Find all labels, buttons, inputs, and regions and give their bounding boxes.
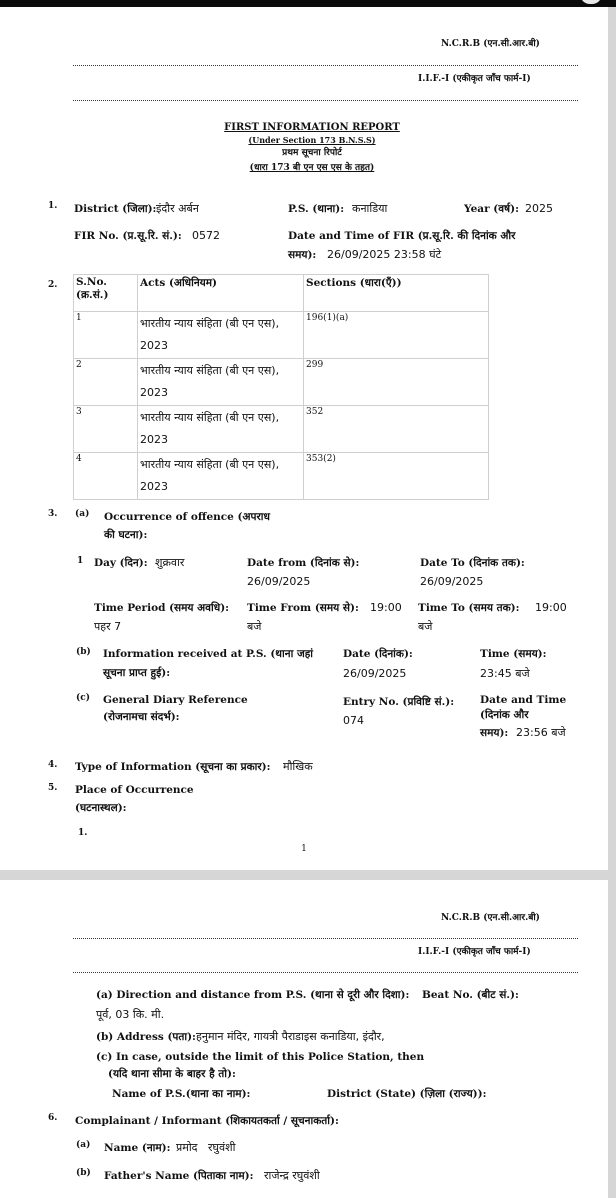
sno-cell: 3 — [74, 406, 138, 453]
table-row — [74, 453, 489, 500]
date-to-label: Date To (दिनांक तक): — [420, 557, 525, 569]
info-date-value: 26/09/2025 — [343, 667, 407, 680]
police-station-label: P.S. (थाना): — [288, 203, 345, 215]
day-label: Day (दिन): — [94, 557, 148, 569]
document-page-2 — [0, 880, 608, 1198]
time-to-label: Time To (समय तक): — [418, 602, 520, 614]
year-label: Year (वर्ष): — [464, 203, 519, 215]
fir-datetime-label: Date and Time of FIR (प्र.सू.रि. की दिनांक और — [288, 230, 516, 242]
date-from-value: 26/09/2025 — [247, 575, 311, 588]
header-divider — [73, 100, 578, 101]
occurrence-label: Occurrence of offence (अपराध — [104, 511, 270, 523]
gd-datetime-label: Date and Time — [480, 694, 567, 706]
section-cell: 352 — [304, 406, 489, 453]
district-value: इंदौर अर्बन — [156, 202, 199, 215]
header-divider — [73, 972, 578, 973]
date-to-value: 26/09/2025 — [420, 575, 484, 588]
info-received-label-cont: सूचना प्राप्त हुई): — [103, 667, 171, 679]
section-5-number: 5. — [48, 783, 58, 793]
ps-name-label: Name of P.S.(थाना का नाम): — [112, 1088, 251, 1100]
report-under-section: (Under Section 173 B.N.S.S) — [248, 135, 376, 145]
acts-table — [73, 274, 489, 500]
address-value: हनुमान मंदिर, गायत्री पैराडाइस कनाडिया, इंदौर, — [196, 1030, 385, 1043]
fir-datetime-label-cont: समय): — [288, 249, 317, 261]
info-type-value: मौखिक — [283, 760, 313, 773]
info-time-value: 23:45 बजे — [480, 667, 530, 680]
time-period-label: Time Period (समय अवधि): — [94, 602, 230, 614]
address-label: (b) Address (पता): — [96, 1031, 196, 1043]
sno-header-text: S.No. — [76, 276, 107, 288]
table-row — [74, 406, 489, 453]
report-title-hindi: प्रथम सूचना रिपोर्ट — [282, 148, 342, 158]
subsection-a-marker: (a) — [76, 1140, 91, 1150]
subsection-b-marker: (b) — [76, 1168, 91, 1178]
section-2-number: 2. — [48, 280, 58, 290]
time-from-value: 19:00 — [370, 601, 402, 614]
header-divider — [73, 65, 578, 66]
sno-header-hindi: (क्र.सं.) — [76, 289, 109, 301]
general-diary-label: General Diary Reference — [103, 694, 248, 706]
outside-limit-label: (c) In case, outside the limit of this Police Station, then — [96, 1051, 425, 1063]
place-subitem-number: 1. — [78, 828, 88, 838]
time-period-value: पहर 7 — [94, 620, 122, 633]
info-type-label: Type of Information (सूचना का प्रकार): — [75, 761, 271, 773]
sno-cell: 1 — [74, 312, 138, 359]
time-to-value: 19:00 — [535, 601, 567, 614]
section-1-number: 1. — [48, 201, 58, 211]
section-cell: 299 — [304, 359, 489, 406]
year-value: 2025 — [525, 202, 553, 215]
form-header: I.I.F.-I (एकीकृत जाँच फार्म-I) — [418, 74, 531, 84]
date-from-label: Date from (दिनांक से): — [247, 557, 360, 569]
subsection-a-marker: (a) — [75, 509, 90, 519]
time-from-label: Time From (समय से): — [247, 602, 359, 614]
section-4-number: 4. — [48, 760, 58, 770]
entry-number-label: Entry No. (प्रविष्टि सं.): — [343, 696, 455, 708]
section-cell: 196(1)(a) — [304, 312, 489, 359]
acts-table-header — [74, 275, 489, 312]
status-bar — [0, 0, 616, 7]
father-name-value: राजेन्द्र रघुवंशी — [264, 1169, 320, 1182]
act-cell: भारतीय न्याय संहिता (बी एन एस), 2023 — [138, 359, 304, 406]
act-cell: भारतीय न्याय संहिता (बी एन एस), 2023 — [138, 406, 304, 453]
document-page-1 — [0, 7, 608, 870]
occurrence-label-cont: की घटना): — [104, 529, 148, 541]
table-row — [74, 312, 489, 359]
ncrb-header: N.C.R.B (एन.सी.आर.बी) — [441, 39, 540, 49]
police-station-value: कनाडिया — [352, 202, 388, 215]
acts-header: Acts (अधिनियम) — [138, 275, 304, 312]
day-value: शुक्रवार — [155, 556, 185, 569]
sno-cell: 2 — [74, 359, 138, 406]
section-3-number: 3. — [48, 509, 58, 519]
fir-datetime-value: 26/09/2025 23:58 घंटे — [327, 248, 442, 261]
sno-cell: 4 — [74, 453, 138, 500]
act-cell: भारतीय न्याय संहिता (बी एन एस), 2023 — [138, 312, 304, 359]
district-label: District (जिला): — [74, 203, 157, 215]
page-number: 1 — [301, 844, 307, 854]
section-6-number: 6. — [48, 1113, 58, 1123]
complainant-name-label: Name (नाम): — [104, 1142, 171, 1154]
ncrb-header: N.C.R.B (एन.सी.आर.बी) — [441, 913, 540, 923]
status-bar-handle — [580, 0, 602, 4]
report-under-section-hindi: (धारा 173 बी एन एस एस के तहत) — [249, 163, 375, 173]
entry-number-value: 074 — [343, 714, 364, 727]
subsection-b-marker: (b) — [76, 647, 91, 657]
header-divider — [73, 938, 578, 939]
district-state-label: District (State) (ज़िला (राज्य)): — [327, 1088, 487, 1100]
time-from-unit: बजे — [247, 620, 262, 633]
info-received-label: Information received at P.S. (थाना जहां — [103, 648, 314, 660]
sno-header — [74, 275, 138, 312]
complainant-label: Complainant / Informant (शिकायतकर्ता / सूचनाकर्ता): — [75, 1115, 339, 1127]
form-header: I.I.F.-I (एकीकृत जाँच फार्म-I) — [418, 947, 531, 957]
father-name-label: Father's Name (पिताका नाम): — [104, 1170, 254, 1182]
report-title: FIRST INFORMATION REPORT — [224, 122, 400, 133]
direction-distance-label: (a) Direction and distance from P.S. (थाना से दूरी और दिशा): — [96, 989, 410, 1001]
info-time-label: Time (समय): — [480, 648, 547, 660]
subsection-c-marker: (c) — [76, 693, 90, 703]
general-diary-label-hindi: (रोजनामचा संदर्भ): — [103, 711, 180, 723]
section-cell: 353(2) — [304, 453, 489, 500]
beat-number-label: Beat No. (बीट सं.): — [422, 989, 519, 1001]
fir-number-value: 0572 — [192, 229, 220, 242]
direction-distance-value: पूर्व, 03 कि. मी. — [96, 1008, 165, 1021]
gd-datetime-value: 23:56 बजे — [516, 726, 566, 739]
gd-datetime-label-cont: (दिनांक और — [480, 709, 529, 721]
time-to-unit: बजे — [418, 620, 433, 633]
place-of-occurrence-label-hindi: (घटनास्थल): — [75, 802, 127, 814]
place-of-occurrence-label: Place of Occurrence — [75, 784, 194, 796]
act-cell: भारतीय न्याय संहिता (बी एन एस), 2023 — [138, 453, 304, 500]
table-row — [74, 359, 489, 406]
sections-header: Sections (धारा(एँ)) — [304, 275, 489, 312]
info-date-label: Date (दिनांक): — [343, 648, 413, 660]
outside-limit-label-hindi: (यदि थाना सीमा के बाहर है तो): — [108, 1068, 236, 1080]
complainant-name-value: प्रमोद रघुवंशी — [176, 1141, 236, 1154]
occurrence-row-number: 1 — [77, 556, 84, 566]
fir-number-label: FIR No. (प्र.सू.रि. सं.): — [74, 230, 182, 242]
gd-datetime-label-end: समय): — [480, 727, 509, 739]
